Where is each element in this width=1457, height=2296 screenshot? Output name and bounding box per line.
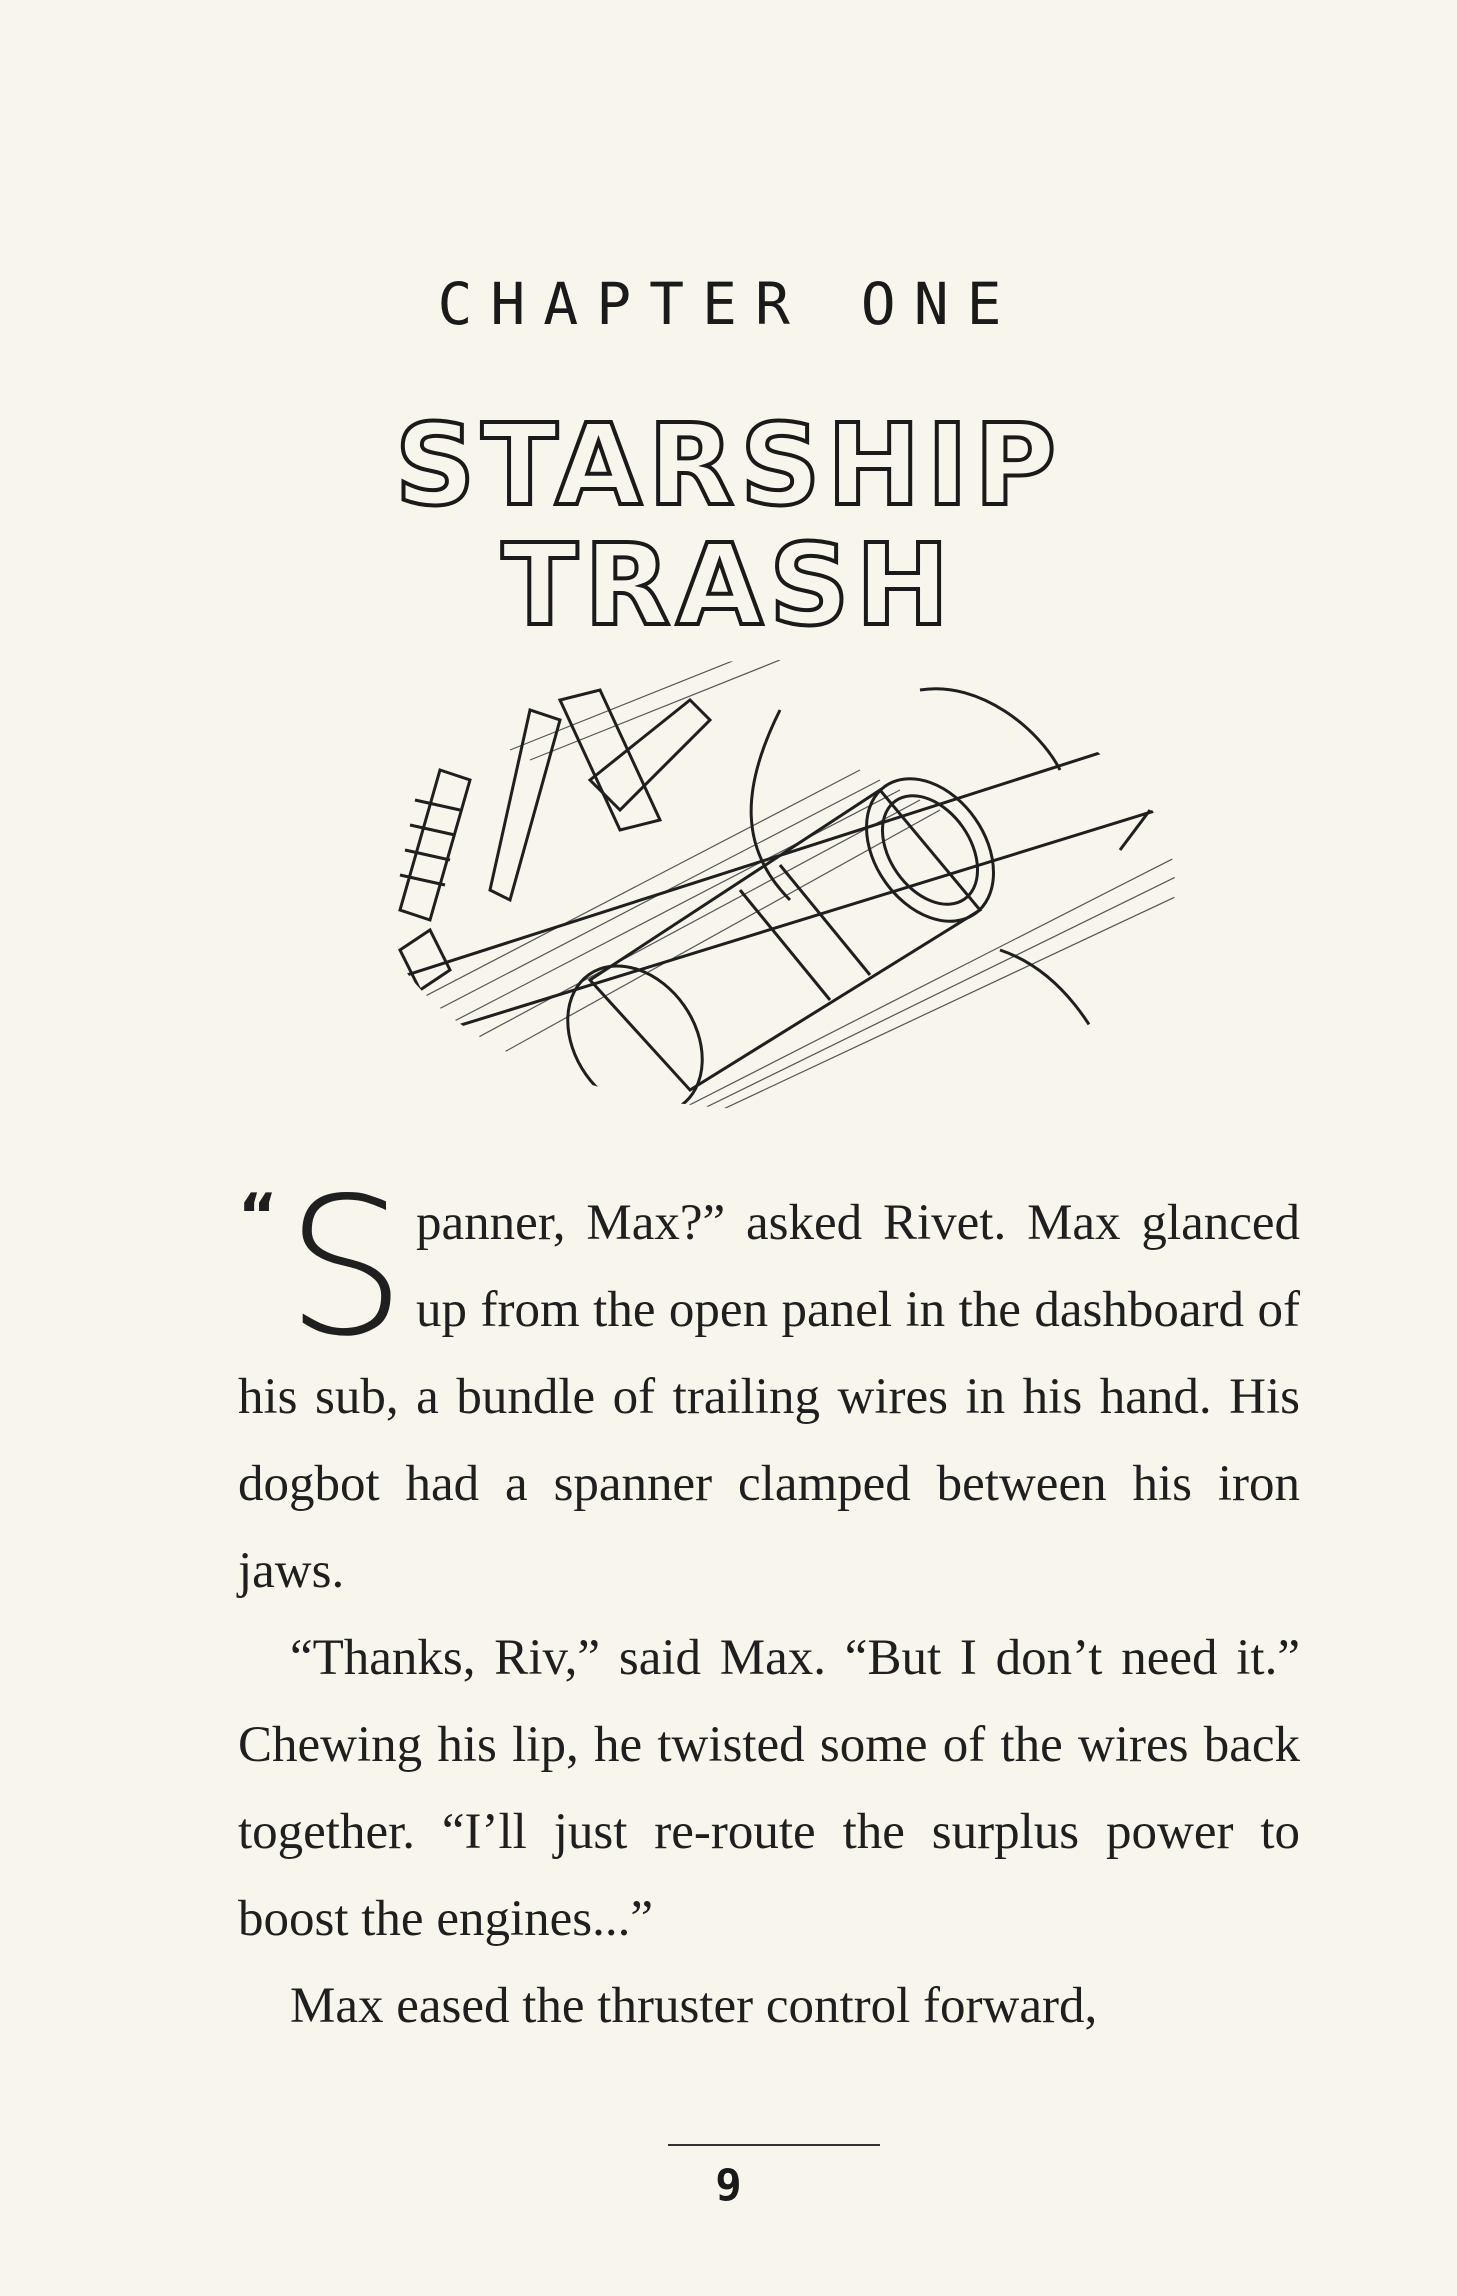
paragraph-1 xyxy=(238,1157,1300,1615)
paragraph-3: Max eased the thruster control forward, xyxy=(290,1978,1098,2034)
body-text xyxy=(238,1157,1300,2050)
chapter-label: CHAPTER ONE xyxy=(437,270,1020,338)
paragraph-2: “Thanks, Riv,” said Max. “But I don’t need it.” Chewing his lip, he twisted some of the wires back together. “I’ll just re-route the surplus power to boost the engines...” xyxy=(238,1630,1300,1947)
opening-quote: “ xyxy=(238,1181,278,1251)
page-number: 9 xyxy=(715,2160,742,2211)
page-number-rule xyxy=(668,2144,880,2146)
drop-cap: S xyxy=(285,1157,407,1378)
paragraph-1-text: panner, Max?” asked Rivet. Max glanced up from the open panel in the dashboard of his sub, a bundle of trailing wires in his hand. His dogbot had a spanner clamped between his iron jaws. xyxy=(238,1195,1300,1599)
chapter-title-line-1: STARSHIP xyxy=(394,401,1063,531)
chapter-title-line-2: TRASH xyxy=(501,521,956,651)
engine-illustration xyxy=(360,650,1190,1120)
